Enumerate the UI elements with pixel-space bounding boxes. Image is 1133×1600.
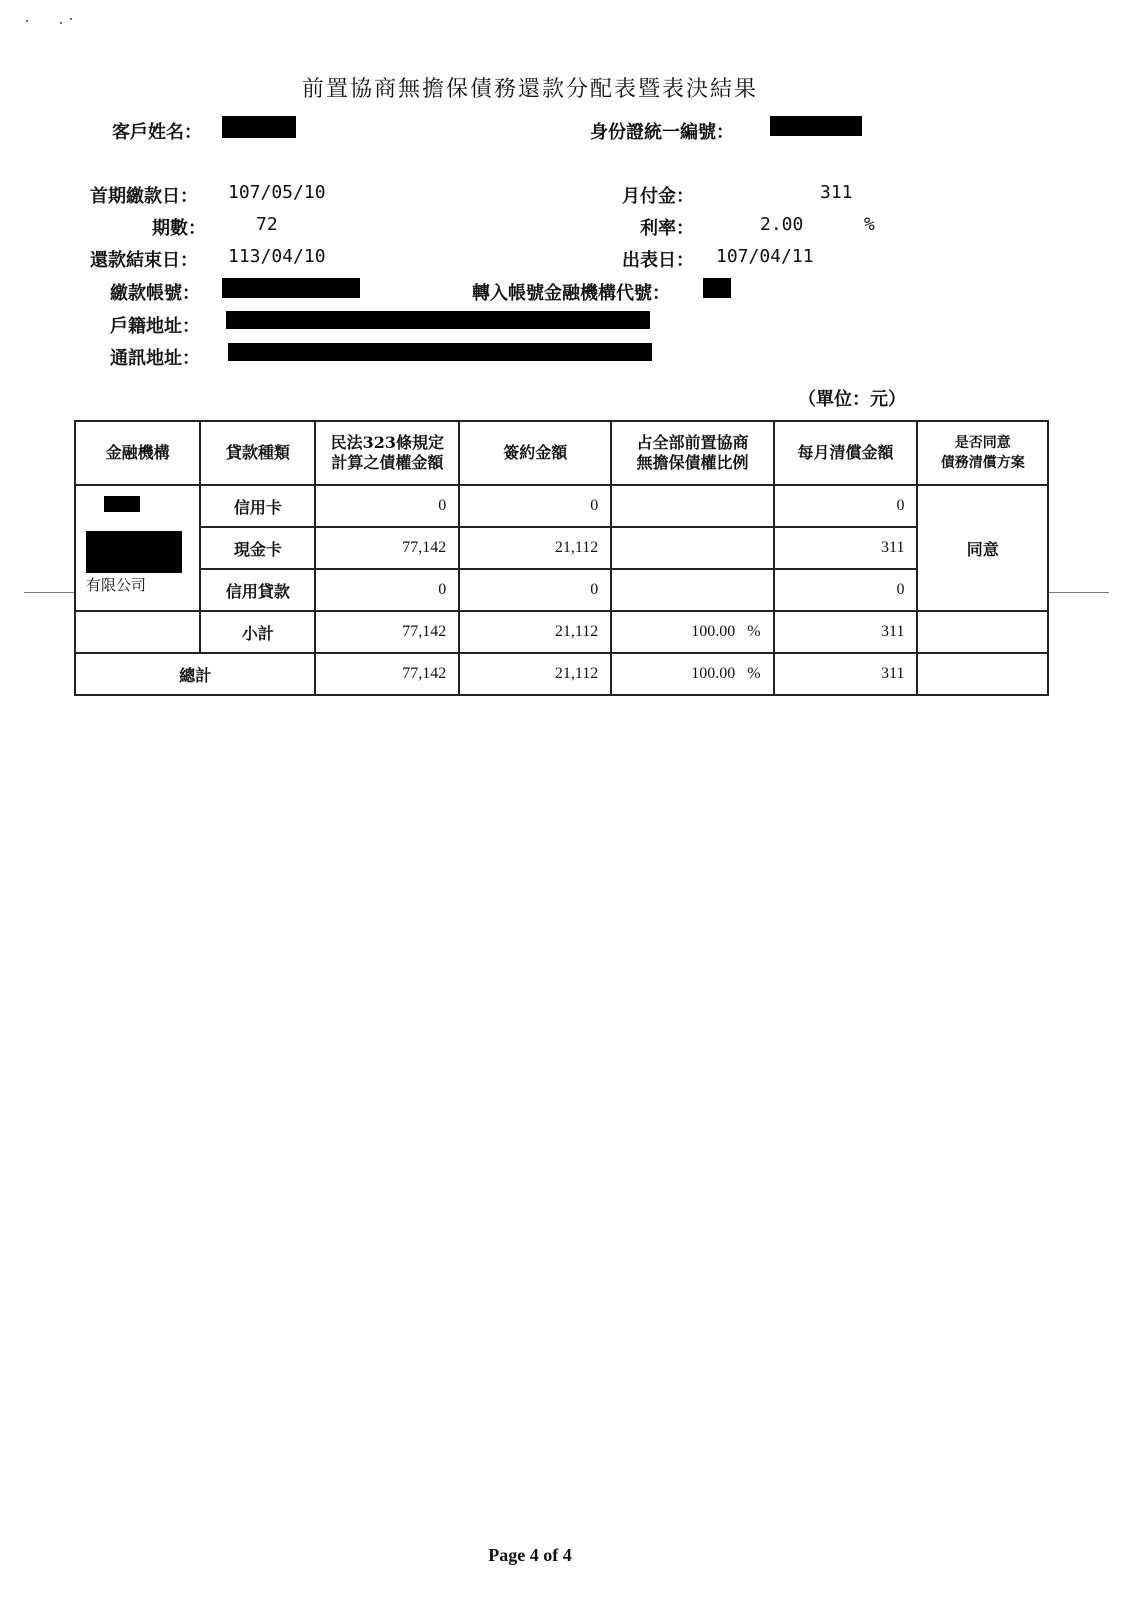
unit-note: （單位：元） <box>798 389 906 410</box>
total-ratio: 100.00 <box>691 665 736 682</box>
first-payment-date: 107/05/10 <box>228 182 326 203</box>
interest-rate: 2.00 <box>760 214 804 235</box>
scan-speck <box>26 20 28 22</box>
monthly-payment-label: 月付金： <box>622 186 694 207</box>
subtotal-agree-cell <box>917 611 1048 653</box>
id-number-redacted <box>770 116 862 136</box>
monthly-repay-cell: 0 <box>774 569 918 611</box>
institution-cell <box>75 485 200 611</box>
institution-redacted-long <box>86 531 182 573</box>
payment-account-label: 繳款帳號： <box>110 283 200 304</box>
total-agree-cell <box>917 653 1048 695</box>
col-header-civil-law-amount-line1: 民法323條規定 <box>330 433 445 452</box>
scan-fold-line-left <box>24 592 74 593</box>
contract-amount-cell: 0 <box>459 485 611 527</box>
monthly-repay-cell: 311 <box>774 527 918 569</box>
scan-speck <box>70 18 72 20</box>
subtotal-ratio: 100.00 <box>691 623 736 640</box>
total-civil-amount: 77,142 <box>315 653 459 695</box>
institution-redacted-short <box>104 496 140 512</box>
total-contract-amount: 21,112 <box>459 653 611 695</box>
table-row <box>75 485 1048 527</box>
table-header-row <box>75 421 1048 485</box>
first-payment-date-label: 首期繳款日： <box>90 186 198 207</box>
col-header-contract-amount: 簽約金額 <box>459 421 611 485</box>
issue-date-label: 出表日： <box>622 250 694 271</box>
civil-amount-cell: 0 <box>315 569 459 611</box>
subtotal-contract-amount: 21,112 <box>459 611 611 653</box>
mailing-address-label: 通訊地址： <box>110 348 200 369</box>
loan-type-cell: 信用貸款 <box>200 569 315 611</box>
scan-speck <box>60 22 62 24</box>
total-ratio-unit: % <box>747 665 761 682</box>
transfer-code-label: 轉入帳號金融機構代號： <box>472 283 670 304</box>
interest-rate-unit: % <box>864 214 875 235</box>
subtotal-ratio-cell <box>611 611 773 653</box>
loan-type-cell: 現金卡 <box>200 527 315 569</box>
subtotal-monthly-repay: 311 <box>774 611 918 653</box>
monthly-payment: 311 <box>820 182 853 203</box>
table-row <box>75 569 1048 611</box>
subtotal-institution-cell <box>75 611 200 653</box>
col-header-ratio-line1: 占全部前置協商 <box>636 433 749 452</box>
household-address-redacted <box>226 311 650 329</box>
total-monthly-repay: 311 <box>774 653 918 695</box>
mailing-address-redacted <box>228 343 652 361</box>
repayment-end-date-label: 還款結束日： <box>90 250 198 271</box>
table-row <box>75 527 1048 569</box>
institution-suffix: 有限公司 <box>86 576 147 594</box>
col-header-monthly-repay: 每月清償金額 <box>774 421 918 485</box>
subtotal-civil-amount: 77,142 <box>315 611 459 653</box>
household-address-label: 戶籍地址： <box>110 316 200 337</box>
scan-fold-line-right <box>1049 592 1109 593</box>
interest-rate-label: 利率： <box>640 218 694 239</box>
page-number: Page 4 of 4 <box>488 1545 572 1565</box>
ratio-cell <box>611 485 773 527</box>
ratio-cell <box>611 527 773 569</box>
civil-amount-cell: 77,142 <box>315 527 459 569</box>
col-header-ratio-line2: 無擔保債權比例 <box>636 453 749 472</box>
col-header-civil-law-amount <box>315 421 459 485</box>
civil-amount-cell: 0 <box>315 485 459 527</box>
col-header-civil-law-amount-line2: 計算之債權金額 <box>331 453 444 472</box>
total-row <box>75 653 1048 695</box>
loan-type-cell: 信用卡 <box>200 485 315 527</box>
periods-label: 期數： <box>152 218 206 239</box>
agree-cell: 同意 <box>917 485 1048 611</box>
total-label: 總計 <box>75 653 315 695</box>
subtotal-label: 小計 <box>200 611 315 653</box>
document-title: 前置協商無擔保債務還款分配表暨表決結果 <box>301 77 758 102</box>
repayment-end-date: 113/04/10 <box>228 246 326 267</box>
subtotal-row <box>75 611 1048 653</box>
col-header-loan-type: 貸款種類 <box>200 421 315 485</box>
periods: 72 <box>256 214 278 235</box>
col-header-institution: 金融機構 <box>75 421 200 485</box>
issue-date: 107/04/11 <box>716 246 814 267</box>
col-header-ratio <box>611 421 773 485</box>
payment-account-redacted <box>222 278 360 298</box>
id-number-label: 身份證統一編號： <box>590 122 734 143</box>
total-ratio-cell <box>611 653 773 695</box>
col-header-agree-line2: 債務清償方案 <box>940 455 1025 471</box>
monthly-repay-cell: 0 <box>774 485 918 527</box>
transfer-code-redacted <box>703 278 731 298</box>
contract-amount-cell: 21,112 <box>459 527 611 569</box>
customer-name-label: 客戶姓名： <box>112 122 202 143</box>
customer-name-redacted <box>222 116 296 138</box>
ratio-cell <box>611 569 773 611</box>
col-header-agree-line1: 是否同意 <box>954 435 1011 451</box>
subtotal-ratio-unit: % <box>747 623 761 640</box>
contract-amount-cell: 0 <box>459 569 611 611</box>
col-header-agree <box>917 421 1048 485</box>
allocation-table <box>74 420 1049 696</box>
